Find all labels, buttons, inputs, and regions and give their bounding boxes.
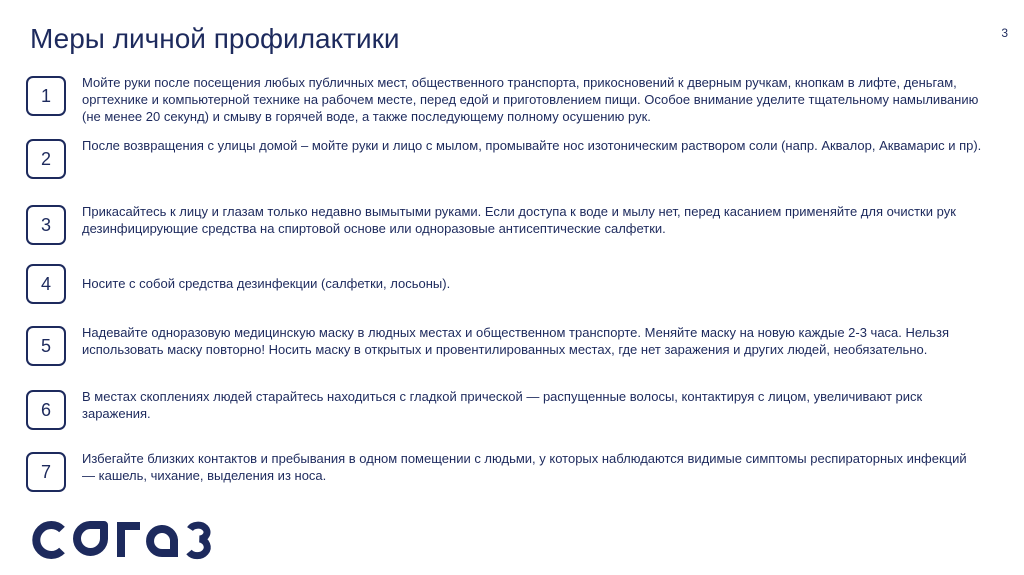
item-text: После возвращения с улицы домой – мойте руки и лицо с мылом, промывайте нос изотоническим раствором соли (напр. Аквалор, Аквамарис и пр).: [82, 138, 982, 153]
item-number-badge: 2: [26, 139, 66, 179]
sogaz-logo: [28, 512, 218, 568]
item-number-badge: 7: [26, 452, 66, 492]
item-text: Прикасайтесь к лицу и глазам только недавно вымытыми руками. Если доступа к воде и мылу нет, перед касанием применяйте для очистки рук дезинфицирующие средства на спиртовой основе или одноразовые антисептические салфетки.: [82, 204, 956, 236]
list-item: [26, 203, 996, 245]
item-number-badge: 6: [26, 390, 66, 430]
list-item: [26, 324, 996, 366]
item-text: Избегайте близких контактов и пребывания в одном помещении с людьми, у которых наблюдаются видимые симптомы респираторных инфекций — кашель, чихание, выделения из носа.: [82, 451, 967, 483]
item-text: Надевайте одноразовую медицинскую маску в людных местах и общественном транспорте. Меняйте маску на новую каждые 2-3 часа. Нельзя использовать маску повторно! Носить маску в открытых и провентилированных местах, где нет заражения и других людей, необязательно.: [82, 325, 950, 357]
list-item: [26, 262, 996, 304]
item-number-badge: 4: [26, 264, 66, 304]
list-item: [26, 450, 996, 492]
item-number-badge: 1: [26, 76, 66, 116]
page-title: Меры личной профилактики: [30, 23, 400, 54]
page-number: 3: [1001, 26, 1008, 40]
list-item: [26, 388, 996, 430]
list-item: [26, 74, 996, 125]
item-text: Носите с собой средства дезинфекции (салфетки, лосьоны).: [82, 276, 451, 291]
list-item: [26, 137, 996, 179]
item-text: В местах скоплениях людей старайтесь находиться с гладкой прической — распущенные волосы, контактируя с лицом, увеличивают риск заражения.: [82, 389, 923, 421]
item-text: Мойте руки после посещения любых публичных мест, общественного транспорта, прикосновений к дверным ручкам, кнопкам в лифте, деньгам, оргтехнике и компьютерной технике на рабочем месте, перед едой и приготовлением пищи. Особое внимание уделите тщательному намыливанию (не менее 20 секунд) и смыву в горячей воде, а также последующему полному осушению рук.: [82, 75, 979, 124]
item-number-badge: 3: [26, 205, 66, 245]
item-number-badge: 5: [26, 326, 66, 366]
